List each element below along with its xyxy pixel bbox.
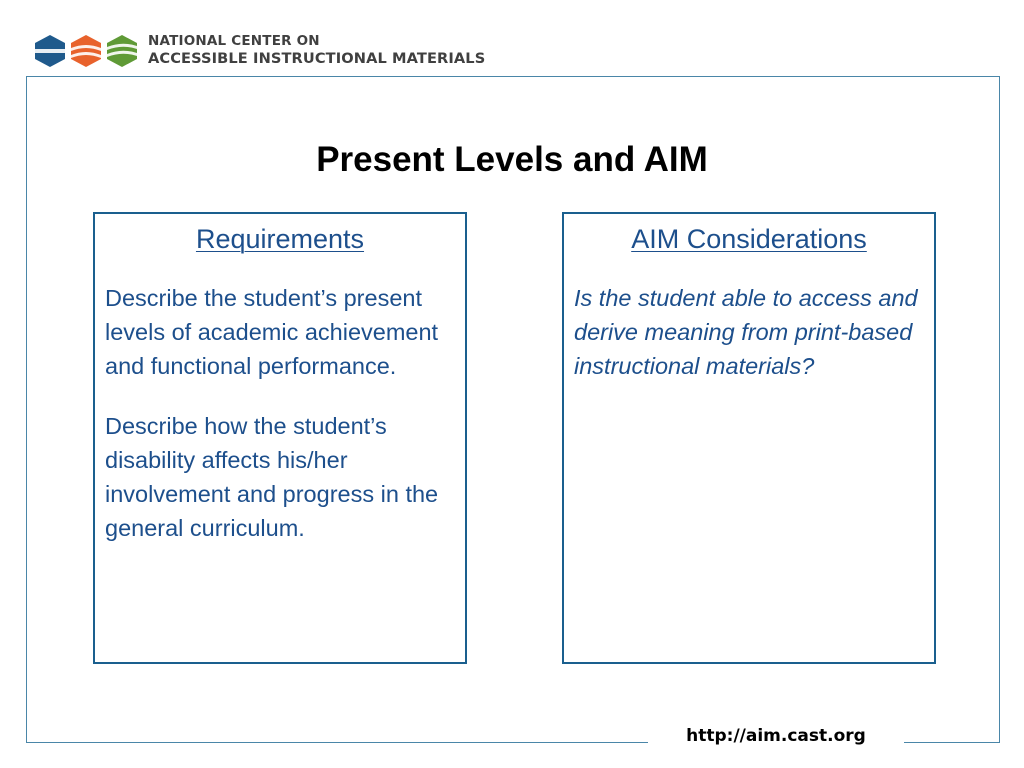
frame-bottom-rule-left bbox=[26, 742, 648, 743]
requirements-body bbox=[95, 281, 465, 545]
aim-considerations-heading: AIM Considerations bbox=[631, 224, 867, 254]
aim-considerations-body bbox=[564, 281, 934, 383]
aim-considerations-paragraph: Is the student able to access and derive meaning from print-based instructional materials? bbox=[574, 285, 918, 379]
requirements-heading: Requirements bbox=[195, 224, 365, 254]
requirements-paragraph: Describe the student’s present levels of academic achievement and functional performance. bbox=[105, 285, 439, 379]
green-hexagon-icon bbox=[106, 34, 138, 68]
requirements-box bbox=[93, 212, 467, 664]
blue-hexagon-icon bbox=[34, 34, 66, 68]
orange-hexagon-icon bbox=[70, 34, 102, 68]
frame-bottom-rule-right bbox=[904, 742, 999, 743]
footer-url[interactable]: http://aim.cast.org bbox=[686, 726, 866, 746]
slide-title: Present Levels and AIM bbox=[316, 140, 708, 179]
logo-line1: NATIONAL CENTER ON bbox=[148, 33, 320, 50]
ncaim-logo bbox=[34, 33, 485, 69]
logo-marks bbox=[34, 34, 138, 68]
aim-considerations-box bbox=[562, 212, 936, 664]
logo-text bbox=[148, 35, 485, 66]
logo-line2: ACCESSIBLE INSTRUCTIONAL MATERIALS bbox=[148, 49, 486, 67]
requirements-paragraph: Describe how the student’s disability affects his/her involvement and progress in the general curriculum. bbox=[105, 413, 439, 541]
